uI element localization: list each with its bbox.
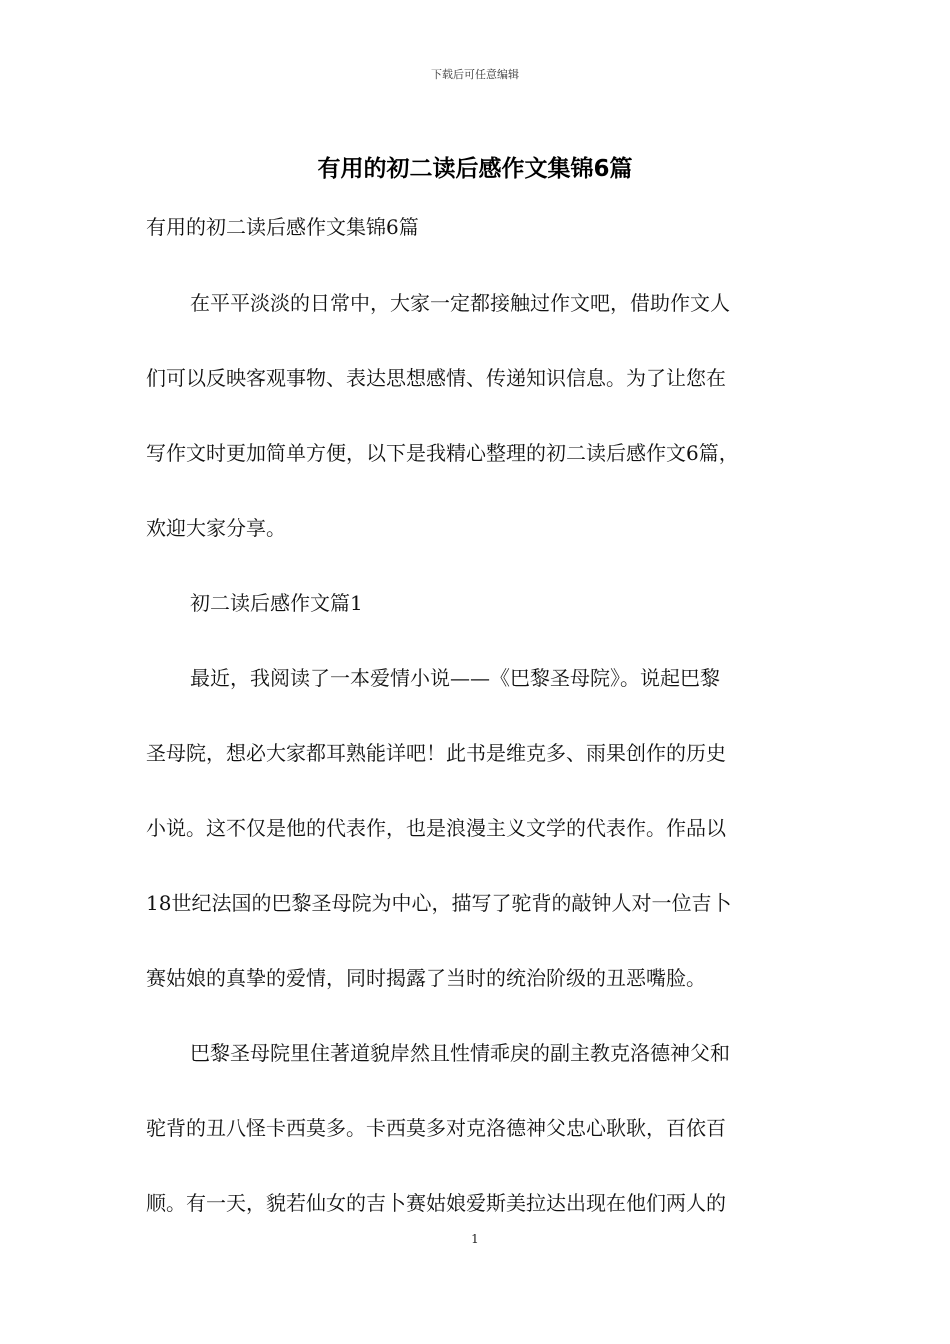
paragraph-line: 们可以反映客观事物、表达思想感情、传递知识信息。为了让您在 xyxy=(146,366,726,390)
subtitle-line: 有用的初二读后感作文集锦6篇 xyxy=(146,215,419,239)
paragraph-line: 圣母院，想必大家都耳熟能详吧！此书是维克多、雨果创作的历史 xyxy=(146,741,726,765)
paragraph-line: 最近，我阅读了一本爱情小说——《巴黎圣母院》。说起巴黎 xyxy=(190,666,720,690)
page-number: 1 xyxy=(471,1232,479,1246)
document-title: 有用的初二读后感作文集锦6篇 xyxy=(317,156,633,182)
paragraph-line: 巴黎圣母院里住著道貌岸然且性情乖戾的副主教克洛德神父和 xyxy=(190,1041,730,1065)
page-header: 下载后可任意编辑 xyxy=(431,68,519,81)
paragraph-line: 欢迎大家分享。 xyxy=(146,516,286,540)
paragraph-line: 18世纪法国的巴黎圣母院为中心，描写了驼背的敲钟人对一位吉卜 xyxy=(146,891,732,915)
paragraph-line: 顺。有一天，貌若仙女的吉卜赛姑娘爱斯美拉达出现在他们两人的 xyxy=(146,1191,726,1215)
paragraph-line: 赛姑娘的真挚的爱情，同时揭露了当时的统治阶级的丑恶嘴脸。 xyxy=(146,966,706,990)
section-heading: 初二读后感作文篇1 xyxy=(190,591,363,615)
paragraph-line: 驼背的丑八怪卡西莫多。卡西莫多对克洛德神父忠心耿耿，百依百 xyxy=(146,1116,726,1140)
paragraph-line: 写作文时更加简单方便，以下是我精心整理的初二读后感作文6篇， xyxy=(146,441,739,465)
paragraph-line: 在平平淡淡的日常中，大家一定都接触过作文吧，借助作文人 xyxy=(190,291,730,315)
paragraph-line: 小说。这不仅是他的代表作，也是浪漫主义文学的代表作。作品以 xyxy=(146,816,726,840)
